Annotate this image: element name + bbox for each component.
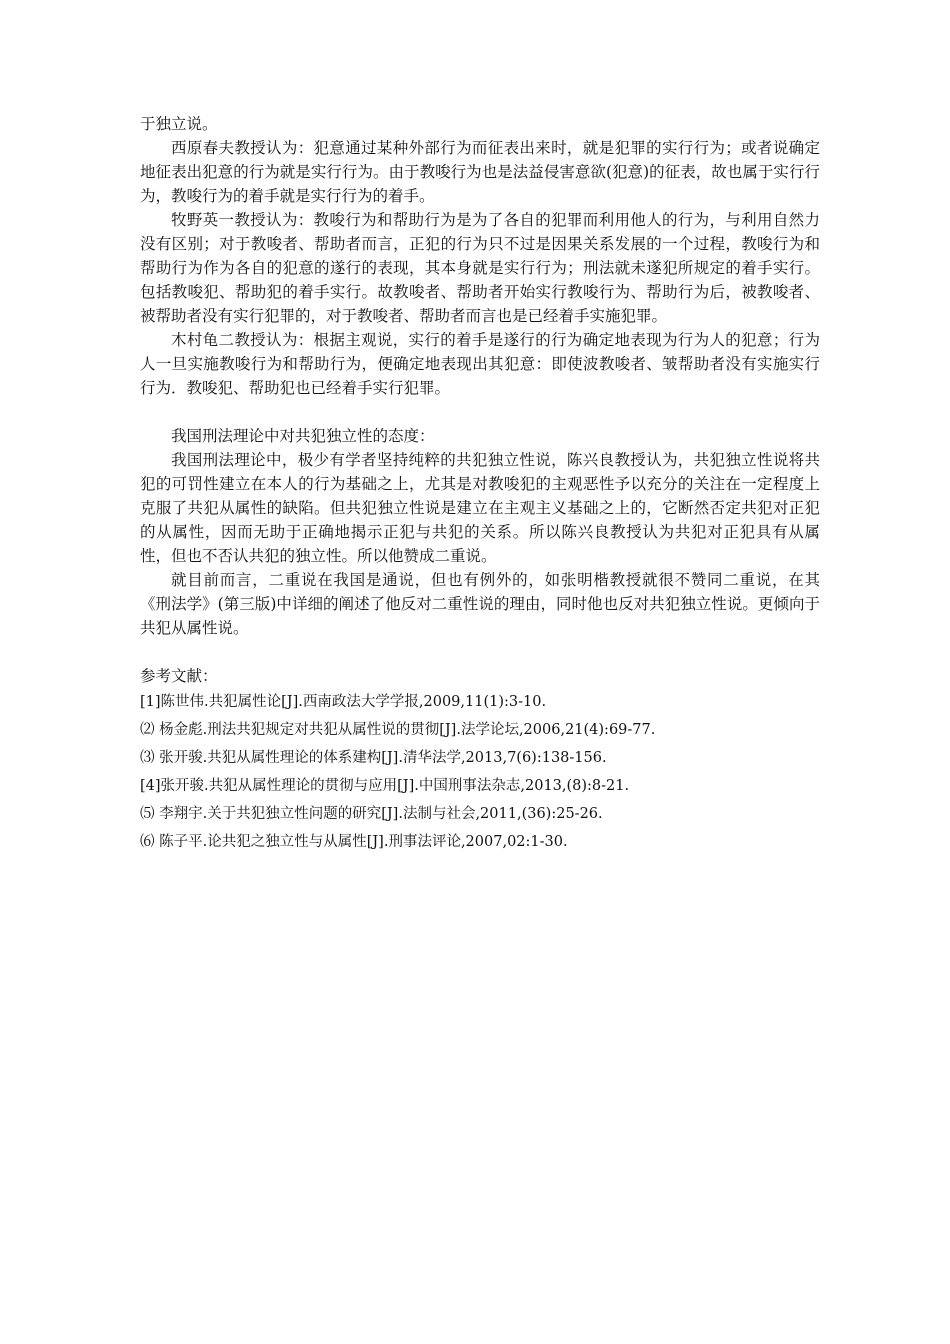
references-title: 参考文献： [140,667,218,685]
paragraph-nishihara: 西原春夫教授认为：犯意通过某种外部行为而征表出来时，就是犯罪的实行行为；或者说确定地征表出犯意的行为就是实行行为。由于教唆行为也是法益侵害意欲(犯意)的征表，故也属于实行行为，教唆行为的着手就是实行行为的着手。 [140,139,820,205]
paragraph-current-view: 就目前而言，二重说在我国是通说，但也有例外的，如张明楷教授就很不赞同二重说，在其《刑法学》(第三版)中详细的阐述了他反对二重性说的理由，同时他也反对共犯独立性说。更倾向于共犯从属性说。 [140,571,820,637]
paragraph-kimura: 木村龟二教授认为：根据主观说，实行的着手是遂行的行为确定地表现为行为人的犯意；行为人一旦实施教唆行为和帮助行为，便确定地表现出其犯意：即使波教唆者、皱帮助者没有实施实行行为．教唆犯、帮助犯也已经着手实行犯罪。 [140,331,820,397]
reference-item-4: [4]张开骏.共犯从属性理论的贯彻与应用[J].中国刑事法杂志,2013,(8):8-21. [140,778,630,794]
reference-item-3: ⑶ 张开骏.共犯从属性理论的体系建构[J].清华法学,2013,7(6):138-156. [140,750,607,766]
reference-item-5: ⑸ 李翔宇.关于共犯独立性问题的研究[J].法制与社会,2011,(36):25-26. [140,806,603,822]
blank-line [140,400,820,424]
blank-line [140,640,820,664]
reference-item-2: ⑵ 杨金彪.刑法共犯规定对共犯从属性说的贯彻[J].法学论坛,2006,21(4):69-77. [140,722,656,738]
references-section [140,664,820,856]
paragraph-continuation: 于独立说。 [140,115,218,133]
document-body [140,112,820,856]
section-heading-china: 我国刑法理论中对共犯独立性的态度： [171,427,435,445]
reference-item-1: [1]陈世伟.共犯属性论[J].西南政法大学学报,2009,11(1):3-10. [140,694,547,710]
reference-item-6: ⑹ 陈子平.论共犯之独立性与从属性[J].刑事法评论,2007,02:1-30. [140,834,568,850]
paragraph-chen-xingliang: 我国刑法理论中，极少有学者坚持纯粹的共犯独立性说，陈兴良教授认为，共犯独立性说将共犯的可罚性建立在本人的行为基础之上，尤其是对教唆犯的主观恶性予以充分的关注在一定程度上克服了共犯从属性的缺陷。但共犯独立性说是建立在主观主义基础之上的，它断然否定共犯对正犯的从属性，因而无助于正确地揭示正犯与共犯的关系。所以陈兴良教授认为共犯对正犯具有从属性，但也不否认共犯的独立性。所以他赞成二重说。 [140,451,820,565]
paragraph-makino: 牧野英一教授认为：教唆行为和帮助行为是为了各自的犯罪而利用他人的行为，与利用自然力没有区别；对于教唆者、帮助者而言，正犯的行为只不过是因果关系发展的一个过程，教唆行为和帮助行为作为各自的犯意的遂行的表现，其本身就是实行行为；刑法就未遂犯所规定的着手实行。包括教唆犯、帮助犯的着手实行。故教唆者、帮助者开始实行教唆行为、帮助行为后，被教唆者、被帮助者没有实行犯罪的，对于教唆者、帮助者而言也是已经着手实施犯罪。 [140,211,820,325]
